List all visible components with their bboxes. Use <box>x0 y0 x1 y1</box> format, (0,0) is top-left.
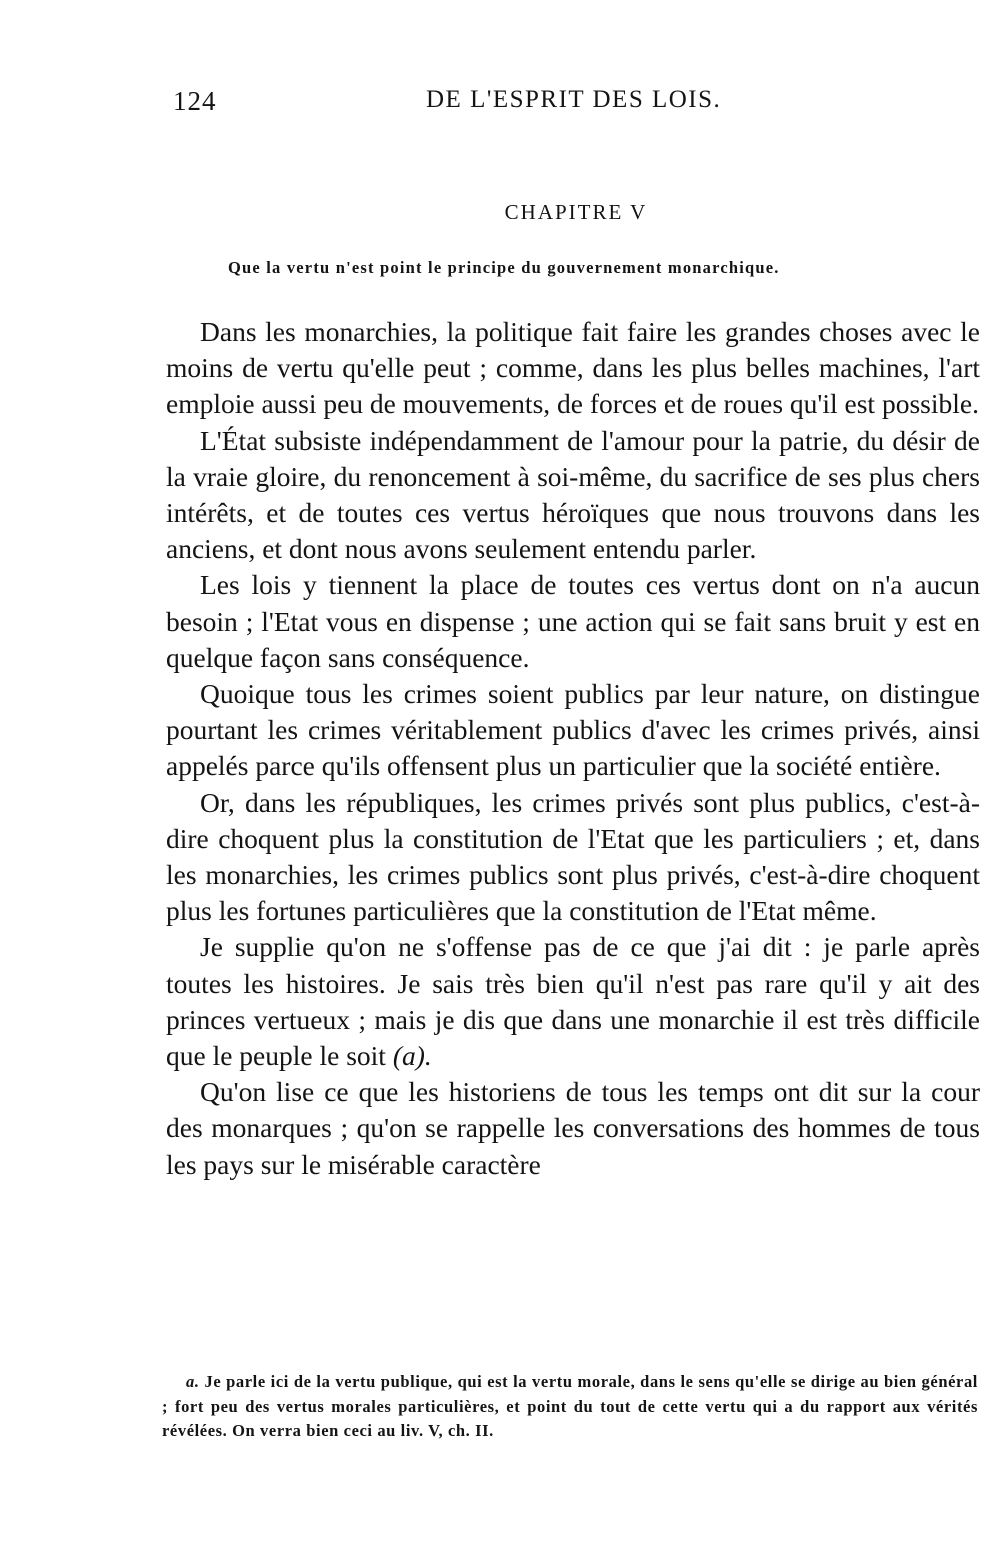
paragraph: Or, dans les républiques, les crimes privés sont plus publics, c'est-à-dire choquent plus la constitution de l'Etat que les particuliers ; et, dans les monarchies, les crimes publics sont plus privés, c'est-à-dire choquent plus les fortunes particulières que la constitution de l'Etat même. <box>166 786 980 927</box>
paragraph-text: Je supplie qu'on ne s'offense pas de ce que j'ai dit : je parle après toutes les histoires. Je sais très bien qu'il n'est pas rare qu'il y ait des princes vertueux ; mais je dis que dans une monarchie il est très difficile que le peuple le soit <box>166 931 980 1072</box>
running-head <box>0 86 1000 126</box>
footnote-reference[interactable]: (a). <box>392 1040 432 1072</box>
paragraph: Quoique tous les crimes soient publics par leur nature, on distingue pourtant les crimes véritablement publics d'avec les crimes privés, ainsi appelés parce qu'ils offensent plus un particulier que la société entière. <box>166 678 980 782</box>
footnote-text: Je parle ici de la vertu publique, qui est la vertu morale, dans le sens qu'elle se dirige au bien général ; fort peu des vertus morales particulières, et point du tout de cette vertu qui a du rapport aux vérités révélées. On verra bien ceci au liv. V, ch. II. <box>162 1372 978 1440</box>
body-text <box>166 314 980 1183</box>
running-title: DE L'ESPRIT DES LOIS. <box>426 86 722 113</box>
chapter-title: Que la vertu n'est point le principe du gouvernement monarchique. <box>228 258 780 277</box>
footnote-mark: a. <box>186 1372 200 1391</box>
footnote <box>162 1370 978 1444</box>
paragraph-with-note <box>166 929 980 1074</box>
paragraph: Les lois y tiennent la place de toutes ces vertus dont on n'a aucun besoin ; l'Etat vous en dispense ; une action qui se fait sans bruit y est en quelque façon sans conséquence. <box>166 569 980 673</box>
paragraph: Qu'on lise ce que les historiens de tous les temps ont dit sur la cour des monarques ; qu'on se rappelle les conversations des hommes de tous les pays sur le misérable caractère <box>166 1076 980 1180</box>
chapter-number: CHAPITRE V <box>504 200 648 224</box>
paragraph: L'État subsiste indépendamment de l'amour pour la patrie, du désir de la vraie gloire, du renoncement à soi-même, du sacrifice de ses plus chers intérêts, et de toutes ces vertus héroïques que nous trouvons dans les anciens, et dont nous avons seulement entendu parler. <box>166 424 980 565</box>
page-number: 124 <box>173 86 217 116</box>
paragraph: Dans les monarchies, la politique fait faire les grandes choses avec le moins de vertu qu'elle peut ; comme, dans les plus belles machines, l'art emploie aussi peu de mouvements, de forces et de roues qu'il est possible. <box>166 316 980 420</box>
